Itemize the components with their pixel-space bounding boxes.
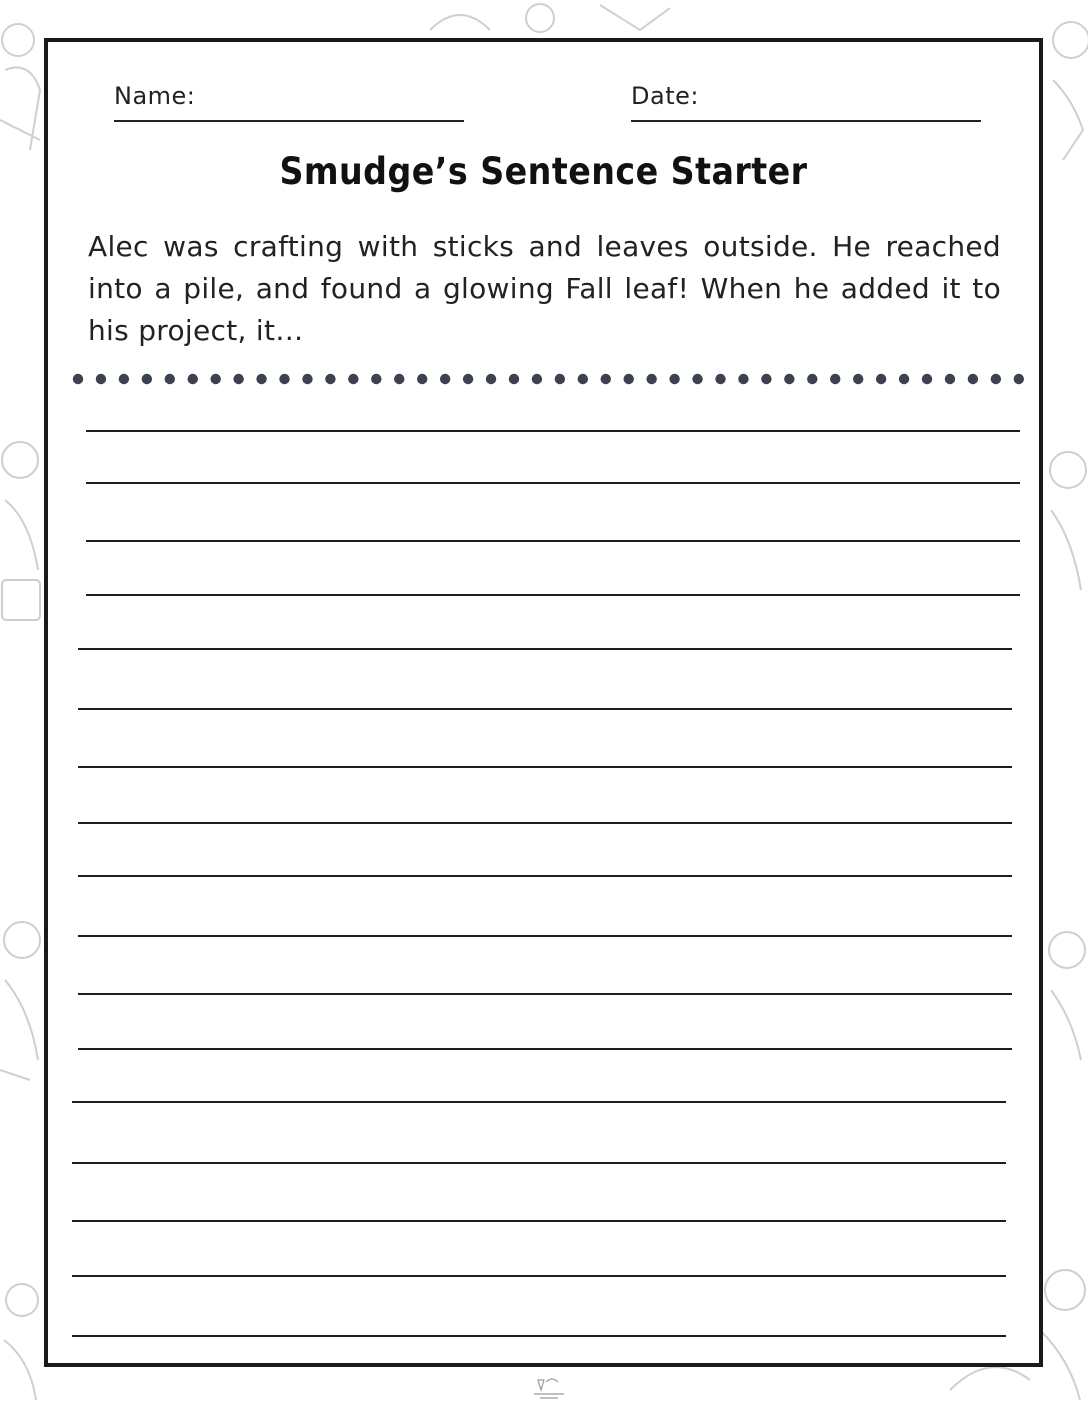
divider-dot — [807, 374, 817, 384]
divider-dot — [142, 374, 152, 384]
writing-line[interactable] — [72, 1162, 1006, 1164]
writing-line[interactable] — [72, 1101, 1006, 1103]
doodle-bottom-left-icon — [0, 1250, 44, 1408]
divider-dot — [256, 374, 266, 384]
divider-dot — [646, 374, 656, 384]
dotted-divider — [68, 369, 1028, 389]
writing-line[interactable] — [72, 1220, 1006, 1222]
divider-dot — [279, 374, 289, 384]
divider-dot — [486, 374, 496, 384]
doodle-left-lower-icon — [0, 890, 44, 1090]
writing-line[interactable] — [78, 935, 1012, 937]
divider-dot — [738, 374, 748, 384]
divider-dot — [188, 374, 198, 384]
divider-dot — [669, 374, 679, 384]
divider-dot — [509, 374, 519, 384]
divider-dot — [1014, 374, 1024, 384]
writing-line[interactable] — [86, 482, 1020, 484]
writing-line[interactable] — [78, 822, 1012, 824]
worksheet-frame — [44, 38, 1043, 1367]
divider-dot — [532, 374, 542, 384]
divider-dot — [165, 374, 175, 384]
date-label: Date: — [631, 82, 699, 110]
writing-line[interactable] — [86, 540, 1020, 542]
divider-dot — [371, 374, 381, 384]
writing-line[interactable] — [78, 993, 1012, 995]
divider-dot — [210, 374, 220, 384]
doodle-left-middle-icon — [0, 400, 44, 640]
divider-dot — [417, 374, 427, 384]
doodle-right-lower-icon — [1043, 890, 1088, 1070]
doodle-right-middle-icon — [1043, 410, 1088, 610]
writing-line[interactable] — [78, 766, 1012, 768]
name-field[interactable] — [114, 120, 464, 122]
divider-dot — [853, 374, 863, 384]
divider-dot — [761, 374, 771, 384]
divider-dot — [601, 374, 611, 384]
brand-logo-icon — [528, 1374, 570, 1402]
divider-dot — [233, 374, 243, 384]
doodle-top-center-icon — [420, 0, 680, 38]
divider-dot — [325, 374, 335, 384]
doodle-top-right-icon — [1043, 0, 1088, 170]
name-label: Name: — [114, 82, 196, 110]
divider-dot — [578, 374, 588, 384]
divider-dot — [555, 374, 565, 384]
divider-dot — [73, 374, 83, 384]
divider-dot — [968, 374, 978, 384]
writing-line[interactable] — [78, 648, 1012, 650]
divider-dot — [991, 374, 1001, 384]
divider-dot — [463, 374, 473, 384]
divider-dot — [876, 374, 886, 384]
divider-dot — [692, 374, 702, 384]
writing-line[interactable] — [72, 1275, 1006, 1277]
page-title: Smudge’s Sentence Starter — [279, 150, 808, 193]
writing-line[interactable] — [78, 1048, 1012, 1050]
divider-dot — [922, 374, 932, 384]
writing-line[interactable] — [72, 1335, 1006, 1337]
story-prompt: Alec was crafting with sticks and leaves outside. He reached into a pile, and found a glowing Fall leaf! When he added it to his project, it… — [88, 230, 1001, 347]
divider-dot — [945, 374, 955, 384]
divider-dot — [348, 374, 358, 384]
divider-dot — [302, 374, 312, 384]
divider-dot — [715, 374, 725, 384]
divider-dot — [119, 374, 129, 384]
divider-dot — [830, 374, 840, 384]
divider-dot — [394, 374, 404, 384]
writing-line[interactable] — [86, 430, 1020, 432]
divider-dot — [96, 374, 106, 384]
divider-dot — [784, 374, 794, 384]
date-field[interactable] — [631, 120, 981, 122]
divider-dot — [440, 374, 450, 384]
divider-dot — [899, 374, 909, 384]
divider-dot — [624, 374, 634, 384]
writing-line[interactable] — [78, 875, 1012, 877]
writing-line[interactable] — [78, 708, 1012, 710]
writing-line[interactable] — [86, 594, 1020, 596]
